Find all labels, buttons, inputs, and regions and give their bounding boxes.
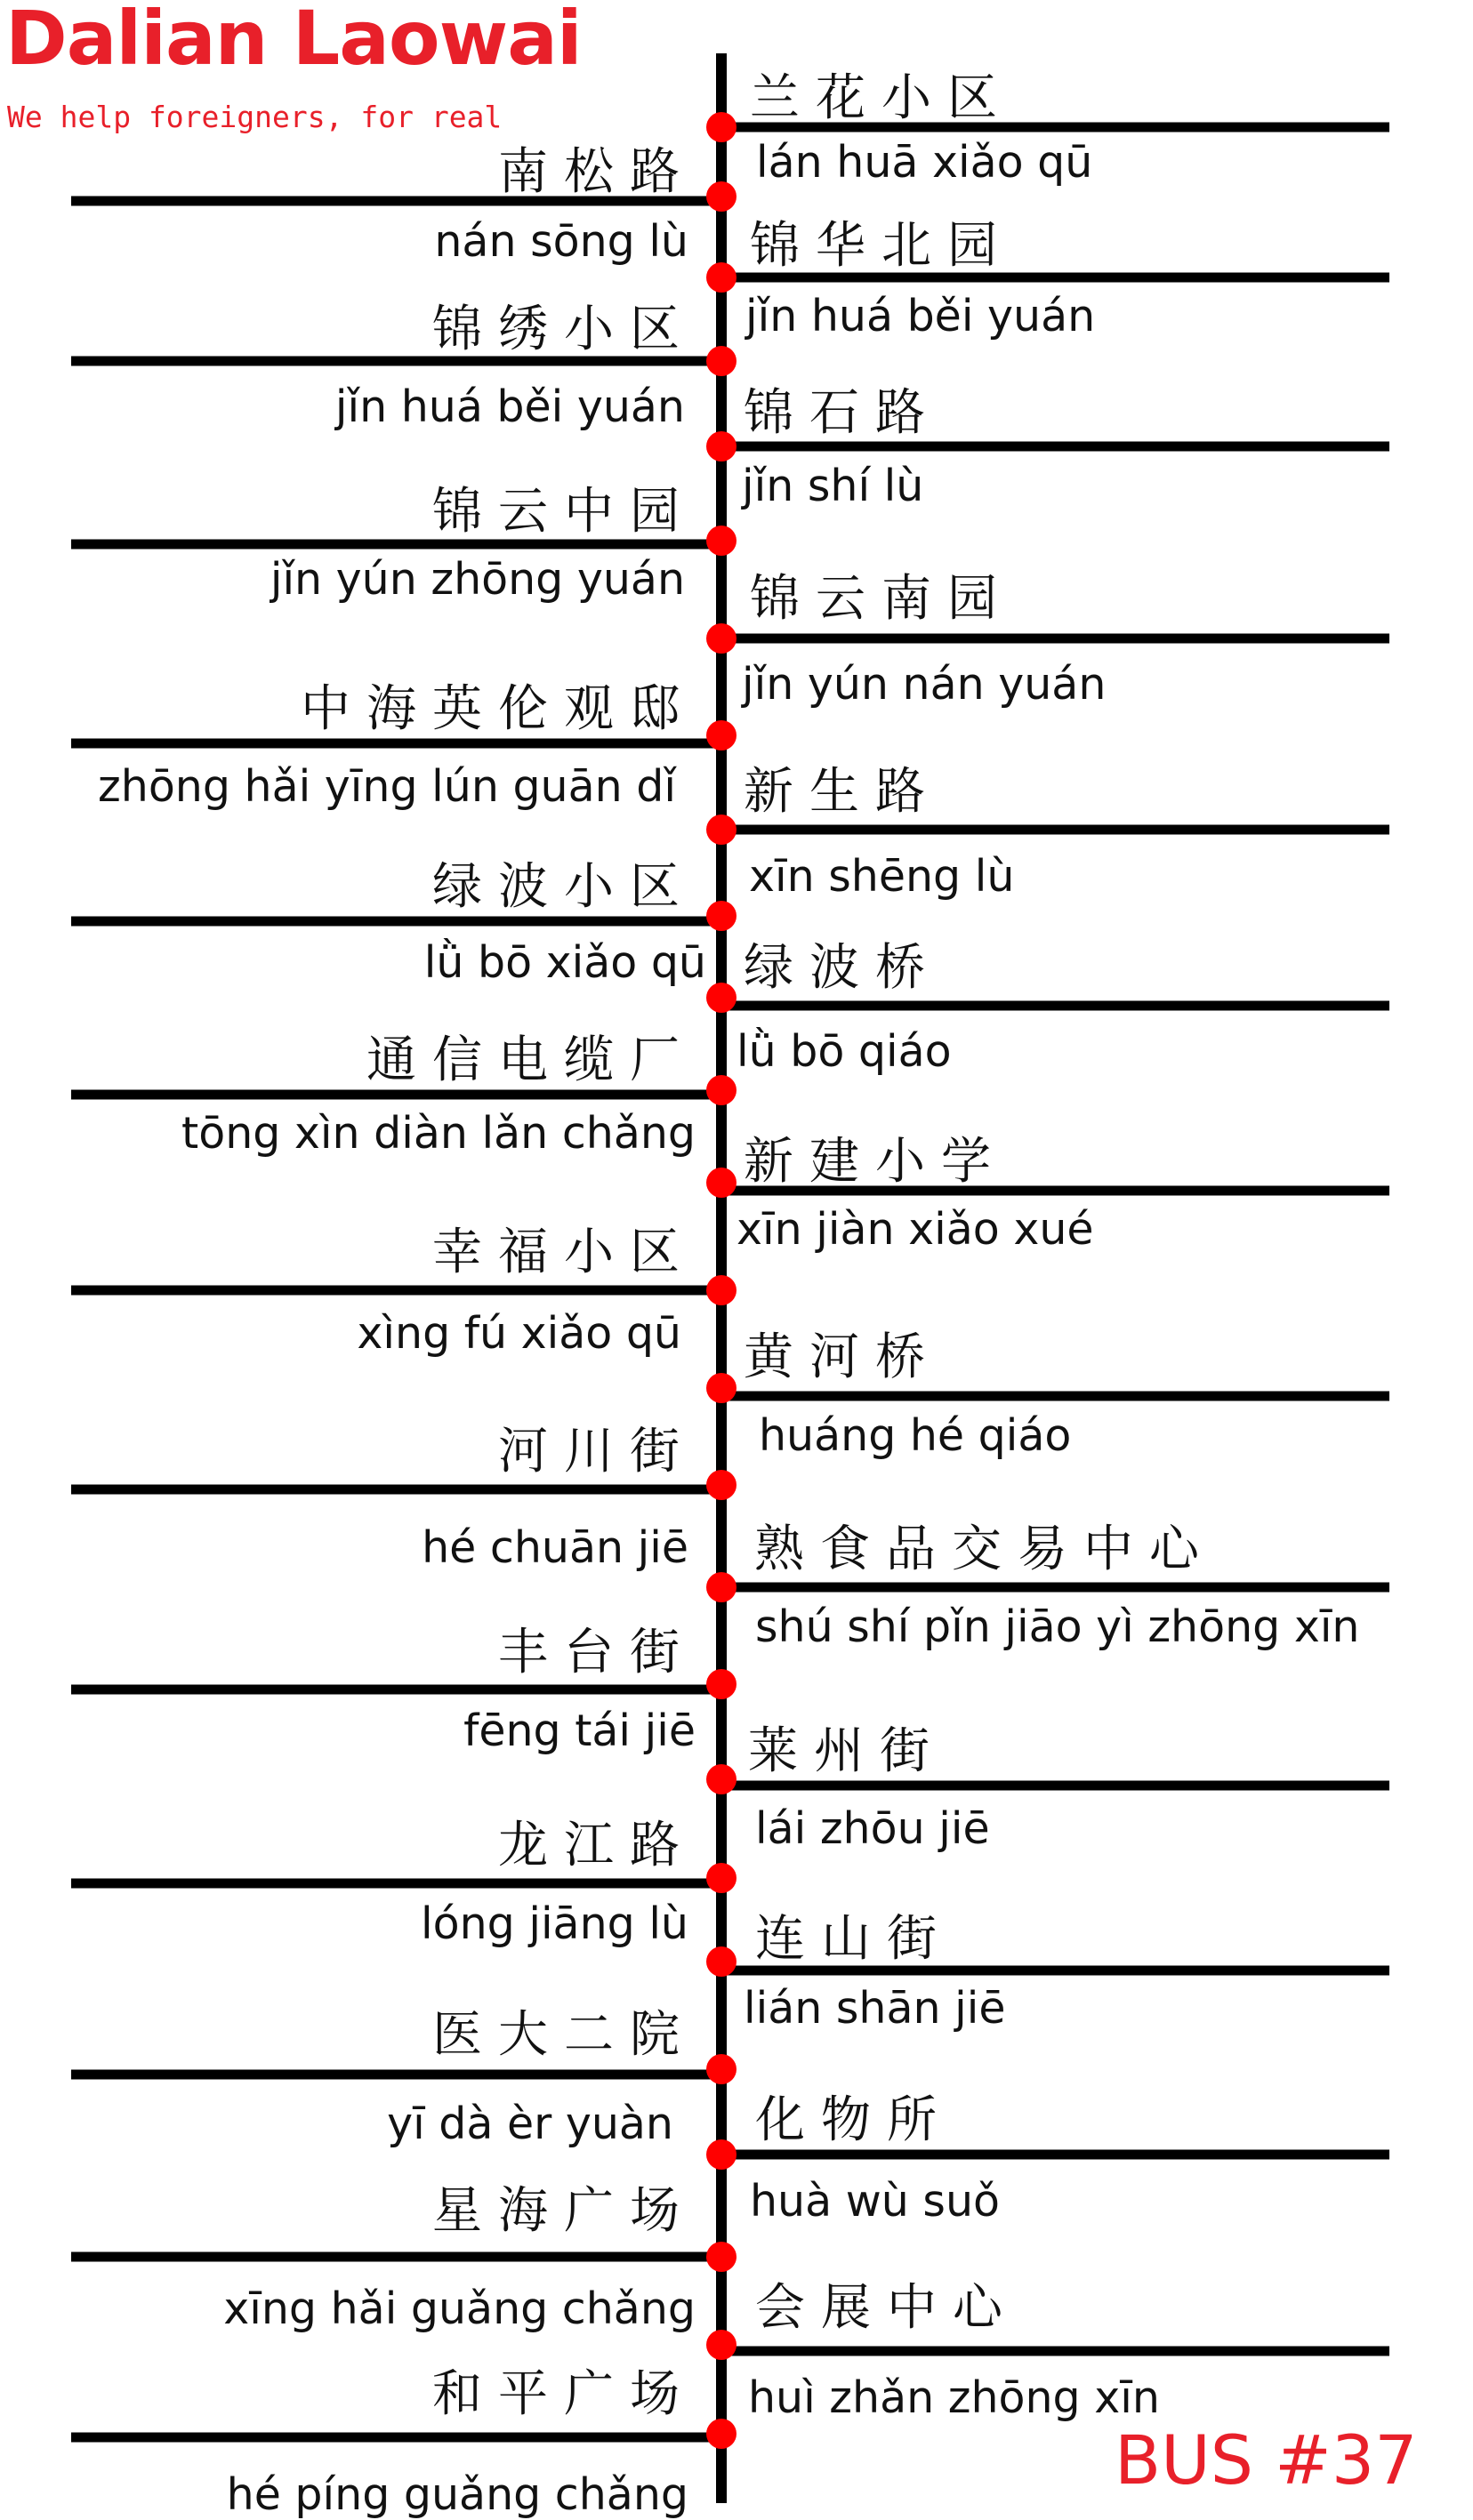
stop-name-chinese: 和平广场 [432, 2365, 696, 2423]
stop-dot [706, 1470, 736, 1500]
stop-name-chinese: 锦华北园 [750, 217, 1013, 275]
stop-dot [706, 1572, 736, 1602]
stop-name-chinese: 莱州街 [748, 1722, 946, 1780]
stop-name-pinyin: huáng hé qiáo [759, 1410, 1072, 1461]
stop-name-chinese: 绿波桥 [744, 939, 941, 997]
stop-dot [706, 1863, 736, 1893]
stop-name-chinese: 锦石路 [744, 384, 941, 442]
stop-dot [706, 262, 736, 293]
stop-dot [706, 2419, 736, 2449]
brand-tagline: We help foreigners, for real [7, 100, 503, 134]
stop-name-chinese: 医大二院 [432, 2006, 696, 2064]
stop-name-chinese: 锦绣小区 [432, 301, 696, 358]
stop-dot [706, 1275, 736, 1305]
stop-name-chinese: 会展中心 [755, 2279, 1018, 2337]
stop-name-pinyin: shú shí pǐn jiāo yì zhōng xīn [755, 1601, 1360, 1652]
stop-dot [706, 623, 736, 654]
stop-name-chinese: 幸福小区 [432, 1224, 696, 1281]
stop-name-pinyin: xīn shēng lù [749, 851, 1015, 902]
stop-dot [706, 2242, 736, 2272]
stop-name-chinese: 新生路 [744, 763, 941, 821]
stop-dot [706, 1373, 736, 1403]
stop-dot [706, 346, 736, 376]
stop-dot [706, 1075, 736, 1105]
brand-logo: Dalian Laowai [5, 0, 582, 82]
stop-dot [706, 181, 736, 212]
stop-dot [706, 2330, 736, 2360]
stop-name-pinyin: nán sōng lù [434, 216, 688, 267]
stop-name-pinyin: lán huā xiǎo qū [756, 137, 1093, 188]
stop-name-chinese: 锦云南园 [750, 570, 1013, 628]
stop-name-pinyin: fēng tái jiē [463, 1705, 696, 1756]
stop-name-chinese: 兰花小区 [750, 69, 1013, 127]
stop-dot [706, 112, 736, 142]
stop-dot [706, 815, 736, 845]
stop-dot [706, 1168, 736, 1198]
bus-number-label: BUS #37 [1115, 2420, 1418, 2500]
stop-name-pinyin: jǐn yún zhōng yuán [270, 554, 685, 605]
stop-name-pinyin: zhōng hǎi yīng lún guān dǐ [98, 761, 676, 812]
stop-dot [706, 901, 736, 931]
stop-dot [706, 2139, 736, 2170]
stop-name-pinyin: huì zhǎn zhōng xīn [748, 2372, 1160, 2423]
stop-name-chinese: 熟食品交易中心 [754, 1521, 1215, 1578]
stop-dot [706, 1764, 736, 1794]
stop-dot [706, 1946, 736, 1977]
stop-dot [706, 526, 736, 556]
stop-name-pinyin: yī dà èr yuàn [387, 2099, 673, 2149]
stop-name-pinyin: jǐn huá běi yuán [745, 291, 1096, 341]
stop-name-pinyin: lǜ bō xiǎo qū [423, 937, 706, 988]
stop-name-pinyin: lǜ bō qiáo [736, 1026, 952, 1077]
stop-name-chinese: 河川街 [498, 1423, 696, 1481]
stop-name-pinyin: xìng fú xiǎo qū [357, 1308, 681, 1359]
stop-name-chinese: 星海广场 [432, 2182, 696, 2240]
stop-name-chinese: 龙江路 [498, 1817, 696, 1874]
stop-name-pinyin: xīng hǎi guǎng chǎng [223, 2283, 696, 2334]
stop-name-chinese: 连山街 [755, 1910, 953, 1968]
stop-dot [706, 720, 736, 750]
stop-name-pinyin: jǐn shí lù [742, 461, 924, 511]
stop-name-chinese: 通信电缆厂 [366, 1031, 696, 1089]
stop-name-pinyin: huà wù suǒ [750, 2176, 1000, 2227]
stop-dot [706, 431, 736, 461]
stop-name-chinese: 丰台街 [498, 1624, 696, 1681]
stop-name-chinese: 绿波小区 [432, 858, 696, 916]
stop-name-chinese: 南松路 [498, 143, 696, 201]
stop-name-pinyin: lái zhōu jiē [755, 1803, 990, 1854]
stop-dot [706, 1669, 736, 1699]
stop-name-chinese: 锦云中园 [432, 483, 696, 541]
stop-name-pinyin: tōng xìn diàn lǎn chǎng [181, 1108, 696, 1159]
stop-name-chinese: 黄河桥 [744, 1328, 941, 1386]
stop-name-pinyin: xīn jiàn xiǎo xué [736, 1204, 1094, 1255]
stop-dot [706, 983, 736, 1013]
stop-name-pinyin: lián shān jiē [744, 1983, 1006, 2034]
stop-name-pinyin: lóng jiāng lù [421, 1898, 688, 1949]
stop-name-pinyin: jǐn yún nán yuán [742, 659, 1107, 710]
stop-name-chinese: 化物所 [755, 2091, 953, 2149]
stop-name-pinyin: hé chuān jiē [422, 1522, 688, 1573]
stop-name-pinyin: jǐn huá běi yuán [334, 381, 685, 432]
stop-name-chinese: 中海英伦观邸 [301, 680, 696, 738]
stop-dot [706, 2054, 736, 2084]
stop-name-pinyin: hé píng guǎng chǎng [226, 2469, 688, 2520]
stop-name-chinese: 新建小学 [744, 1133, 1007, 1191]
